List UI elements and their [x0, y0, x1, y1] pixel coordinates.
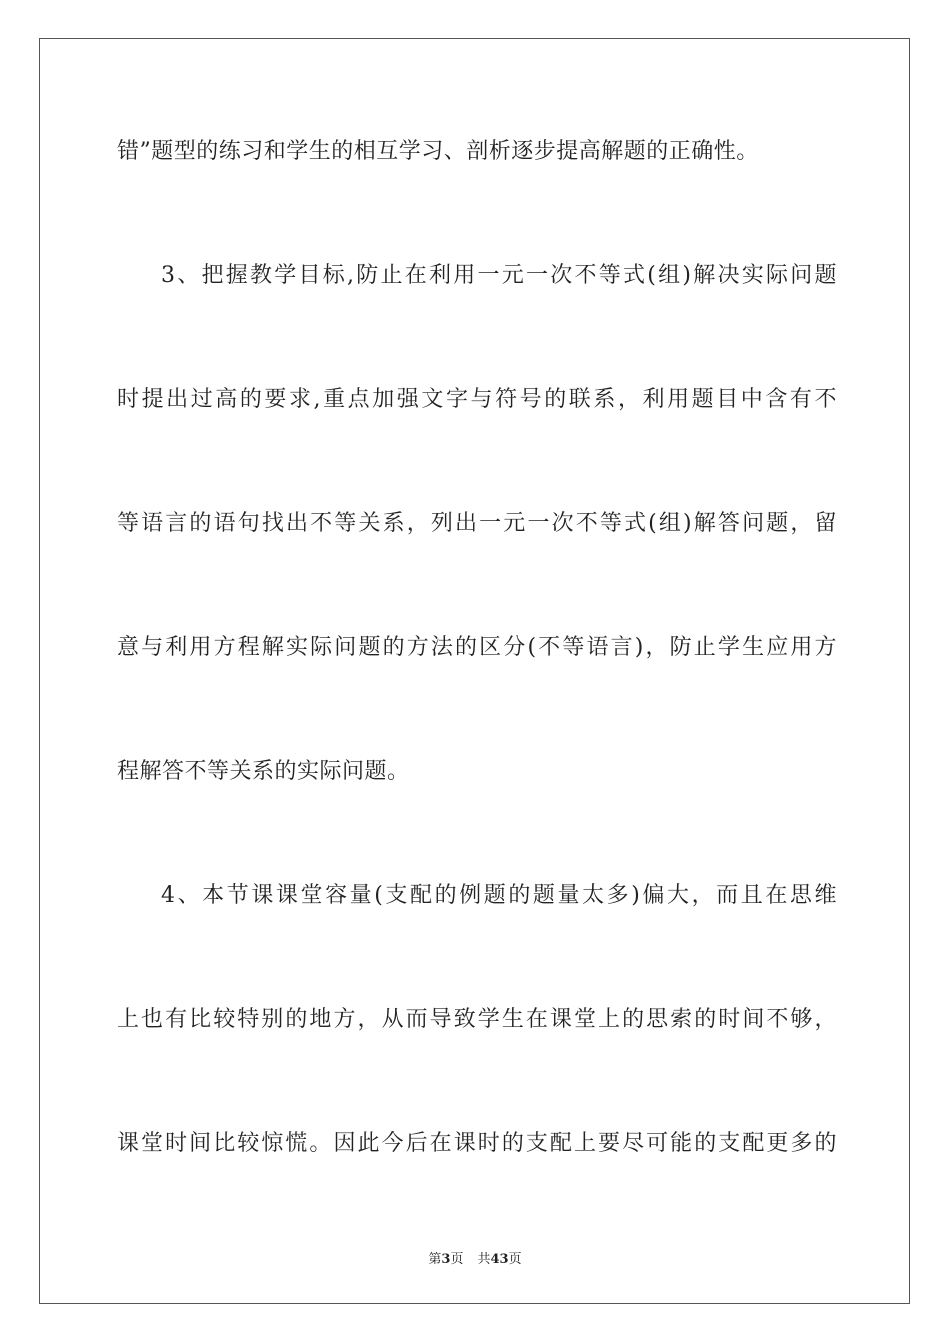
page-number: 3: [441, 1252, 451, 1267]
page-suffix: 页: [450, 1252, 464, 1267]
paragraph-line-7: 4、本节课课堂容量(支配的例题的题量太多)偏大，而且在思维: [161, 883, 837, 908]
page-prefix: 第: [428, 1252, 442, 1267]
paragraph-line-8: 上也有比较特别的地方，从而导致学生在课堂上的思索的时间不够，: [117, 1007, 837, 1032]
paragraph-line-4: 等语言的语句找出不等关系，列出一元一次不等式(组)解答问题，留: [117, 511, 837, 536]
paragraph-line-6: 程解答不等关系的实际问题。: [117, 759, 410, 784]
total-suffix: 页: [508, 1252, 522, 1267]
page-footer: [0, 1248, 950, 1267]
total-pages: 43: [490, 1252, 509, 1267]
paragraph-line-1: 错”题型的练习和学生的相互学习、剖析逐步提高解题的正确性。: [117, 139, 759, 164]
total-prefix: 共: [477, 1252, 491, 1267]
paragraph-line-9: 课堂时间比较惊慌。因此今后在课时的支配上要尽可能的支配更多的: [117, 1131, 837, 1156]
page-border: [39, 38, 910, 1304]
paragraph-line-2: 3、把握教学目标,防止在利用一元一次不等式(组)解决实际问题: [161, 263, 837, 288]
paragraph-line-5: 意与利用方程解实际问题的方法的区分(不等语言)，防止学生应用方: [117, 635, 837, 660]
paragraph-line-3: 时提出过高的要求,重点加强文字与符号的联系，利用题目中含有不: [117, 387, 837, 412]
